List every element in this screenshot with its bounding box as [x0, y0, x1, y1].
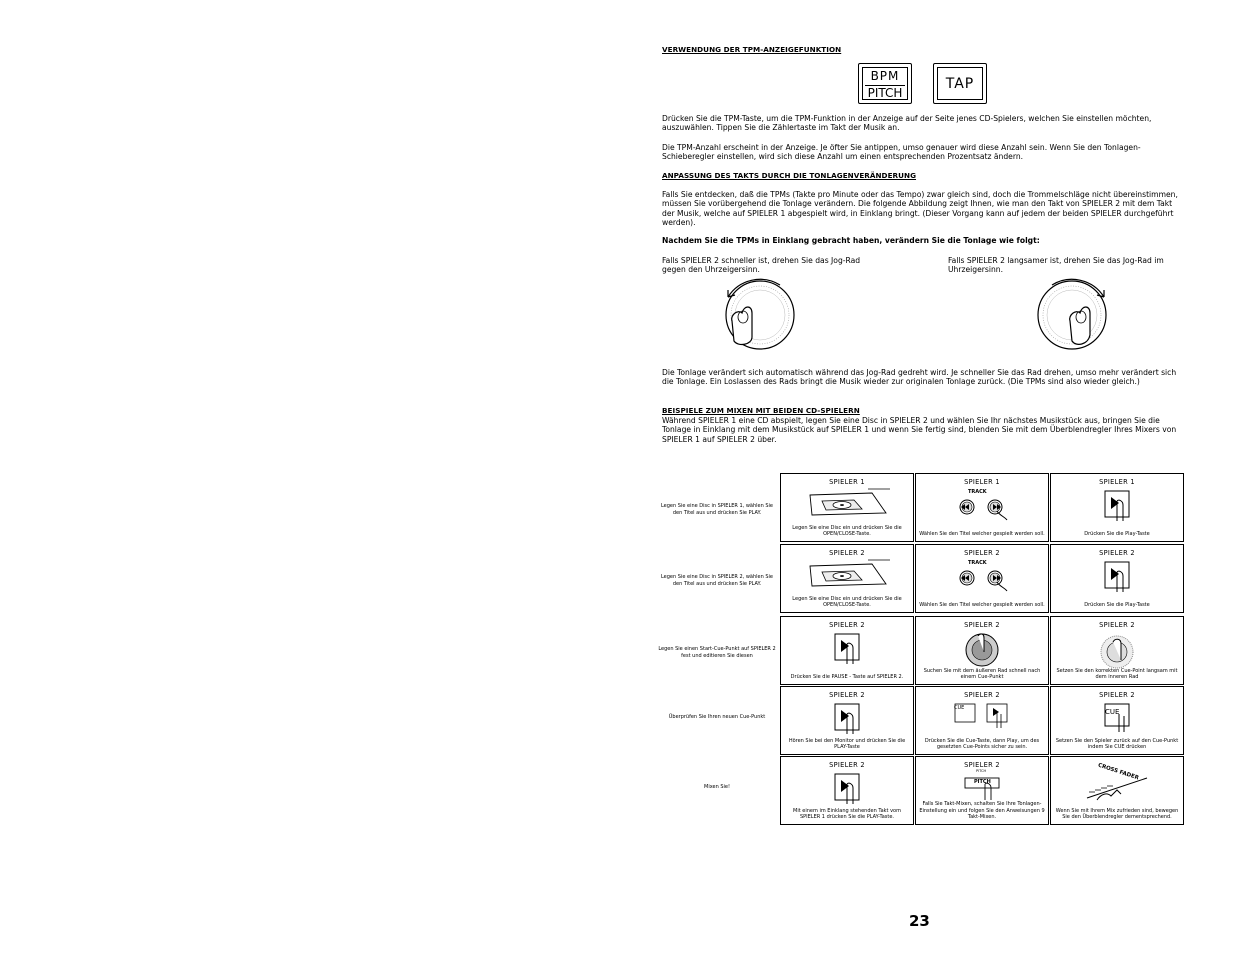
step-cell-title: SPIELER 2 — [964, 761, 1000, 769]
step-cell — [780, 544, 914, 613]
paragraph-pitch-right: Falls SPIELER 2 langsamer ist, drehen Sie das Jog-Rad im Uhrzeigersinn. — [948, 256, 1164, 275]
step-cell — [915, 473, 1049, 542]
step-cell-title: SPIELER 2 — [829, 761, 865, 769]
step-cell-title: SPIELER 2 — [1099, 691, 1135, 699]
step-cell — [915, 756, 1049, 825]
step-cell-title: SPIELER 2 — [829, 621, 865, 629]
step-cell-caption: Wenn Sie mit Ihrem Mix zufrieden sind, bewegen Sie den Überblendregler dementsprechend. — [1055, 807, 1179, 820]
bpm-label: BPM — [870, 69, 900, 83]
step-row-label: Überprüfen Sie Ihren neuen Cue-Punkt — [668, 714, 766, 720]
step-cell — [1050, 616, 1184, 685]
step-cell-caption: Setzen Sie den Spieler zurück auf den Cue-Punkt indem Sie CUE drücken — [1055, 737, 1179, 750]
step-row-label: Legen Sie eine Disc in SPIELER 1, wählen Sie den Titel aus und drücken Sie PLAY. — [660, 503, 774, 516]
step-cell-icon-label: TRACK — [968, 489, 987, 495]
step-cell-caption: Drücken Sie die PAUSE - Taste auf SPIELER 2. — [790, 673, 904, 680]
paragraph-tpm-1: Drücken Sie die TPM-Taste, um die TPM-Funktion in der Anzeige auf der Seite jenes CD-Spielers, welchen Sie einstellen möchten, auszuwählen. Tippen Sie die Zählertaste im Takt der Musik an. — [662, 114, 1152, 133]
bpm-pitch-button-icon — [858, 63, 912, 104]
step-cell-caption: Wählen Sie den Titel welcher gespielt werden soll. — [919, 530, 1045, 537]
step-cell-caption: Suchen Sie mit dem äußeren Rad schnell nach einem Cue-Punkt — [923, 667, 1041, 680]
step-cell — [780, 616, 914, 685]
paragraph-pitch-1: Falls Sie entdecken, daß die TPMs (Takte pro Minute oder das Tempo) zwar gleich sind, doch die Trommelschläge nicht übereinstimmen, müssen Sie vorübergehend die Tonlage verändern. Die folgende Abbildung zeigt Ihnen, wie man den Takt von SPIELER 2 mit dem Takt der Musik, welche auf SPIELER 1 abgespielt wird, in Einklang bringt. (Dieser Vorgang kann auf jedem der beiden SPIELER durchgeführt werden). — [662, 190, 1178, 227]
step-cell — [1050, 756, 1184, 825]
step-cell — [780, 473, 914, 542]
jog-wheel-clockwise-icon — [1028, 275, 1114, 355]
paragraph-tpm-2: Die TPM-Anzahl erscheint in der Anzeige. Je öfter Sie antippen, umso genauer wird diese Anzahl sein. Wenn Sie den Tonlagen-Schieberegler einstellen, wird sich diese Anzahl um einen entsprechenden Prozentsatz ändern. — [662, 143, 1141, 162]
step-cell-icon-label: CUE — [954, 705, 965, 711]
step-cell-caption: Legen Sie eine Disc ein und drücken Sie die OPEN/CLOSE-Taste. — [792, 595, 902, 608]
step-cell-caption: Drücken Sie die Cue-Taste, dann Play, um des gesetzten Cue-Points sicher zu sein. — [924, 737, 1040, 750]
page-number: 23 — [909, 912, 930, 930]
tap-button-icon — [933, 63, 987, 104]
step-cell — [1050, 473, 1184, 542]
step-cell — [1050, 544, 1184, 613]
step-row-label: Legen Sie einen Start-Cue-Punkt auf SPIELER 2 fest und editieren Sie diesen — [658, 646, 776, 659]
step-cell-caption: Drücken Sie die Play-Taste — [1084, 601, 1150, 608]
step-cell-title: SPIELER 1 — [1099, 478, 1135, 486]
step-cell — [780, 756, 914, 825]
heading-pitch: ANPASSUNG DES TAKTS DURCH DIE TONLAGENVERÄNDERUNG — [662, 171, 917, 180]
step-cell-icon-sublabel: PITCH — [976, 769, 987, 773]
step-cell-title: SPIELER 2 — [964, 549, 1000, 557]
step-cell-caption: Falls Sie Takt-Mixen, schalten Sie Ihre Tonlagen-Einstellung ein und folgen Sie den Anweisungen 9 Takt-Mixen. — [919, 801, 1045, 820]
step-cell-caption: Hören Sie bei den Monitor und drücken Sie die PLAY-Taste — [788, 737, 906, 750]
tap-label: TAP — [945, 76, 975, 92]
step-cell-caption: Wählen Sie den Titel welcher gespielt werden soll. — [919, 601, 1045, 608]
step-cell — [780, 686, 914, 755]
step-cell-caption: Legen Sie eine Disc ein und drücken Sie die OPEN/CLOSE-Taste. — [792, 524, 902, 537]
step-cell-title: SPIELER 2 — [1099, 549, 1135, 557]
step-cell-title: SPIELER 2 — [964, 691, 1000, 699]
step-cell — [1050, 686, 1184, 755]
paragraph-mix-1: Während SPIELER 1 eine CD abspielt, legen Sie eine Disc in SPIELER 2 und wählen Sie Ihr nächstes Musikstück aus, bringen Sie die Tonlage in Einklang mit dem Musikstück auf SPIELER 1 und wenn Sie fertig sind, blenden Sie mit dem Überblendregler Ihres Mixers von SPIELER 1 auf SPIELER 2 über. — [662, 416, 1177, 444]
step-cell-title: SPIELER 2 — [1099, 621, 1135, 629]
heading-tpm: VERWENDUNG DER TPM-ANZEIGEFUNKTION — [662, 45, 842, 54]
step-cell-caption: Setzen Sie den korrekten Cue-Point langsam mit dem inneren Rad — [1056, 667, 1178, 680]
step-cell-caption: Drücken Sie die Play-Taste — [1084, 530, 1150, 537]
step-row-label: Mixen Sie! — [704, 784, 730, 790]
heading-mix: BEISPIELE ZUM MIXEN MIT BEIDEN CD-SPIELERN — [662, 406, 860, 415]
step-cell-title: SPIELER 2 — [829, 549, 865, 557]
step-cell — [915, 686, 1049, 755]
step-cell-icon-label: PITCH — [974, 779, 991, 785]
jog-wheel-counterclockwise-icon — [718, 275, 804, 355]
step-cell — [915, 616, 1049, 685]
step-row-label: Legen Sie eine Disc in SPIELER 2, wählen Sie den Titel aus und drücken Sie PLAY. — [660, 574, 774, 587]
step-cell-title: SPIELER 1 — [829, 478, 865, 486]
paragraph-pitch-left: Falls SPIELER 2 schneller ist, drehen Sie das Jog-Rad gegen den Uhrzeigersinn. — [662, 256, 861, 275]
paragraph-pitch-bold: Nachdem Sie die TPMs in Einklang gebracht haben, verändern Sie die Tonlage wie folgt: — [662, 236, 1040, 245]
step-cell-icon-label: CUE — [1105, 708, 1120, 716]
step-cell-title: SPIELER 2 — [964, 621, 1000, 629]
step-cell-title: SPIELER 1 — [964, 478, 1000, 486]
step-cell-title: SPIELER 2 — [829, 691, 865, 699]
paragraph-pitch-2: Die Tonlage verändert sich automatisch während das Jog-Rad gedreht wird. Je schneller Sie das Rad drehen, umso mehr verändert sich die Tonlage. Ein Loslassen des Rads bringt die Musik wieder zur originalen Tonlage zurück. (Die TPMs sind also wieder gleich.) — [662, 368, 1177, 387]
step-cell-caption: Mit einem im Einklang stehenden Takt vom SPIELER 1 drücken Sie die PLAY-Taste. — [793, 807, 901, 820]
pitch-label: PITCH — [867, 86, 903, 100]
step-cell-icon-label: TRACK — [968, 560, 987, 566]
step-cell — [915, 544, 1049, 613]
step-cell-icon-label: CROSS FADER — [1097, 762, 1140, 782]
